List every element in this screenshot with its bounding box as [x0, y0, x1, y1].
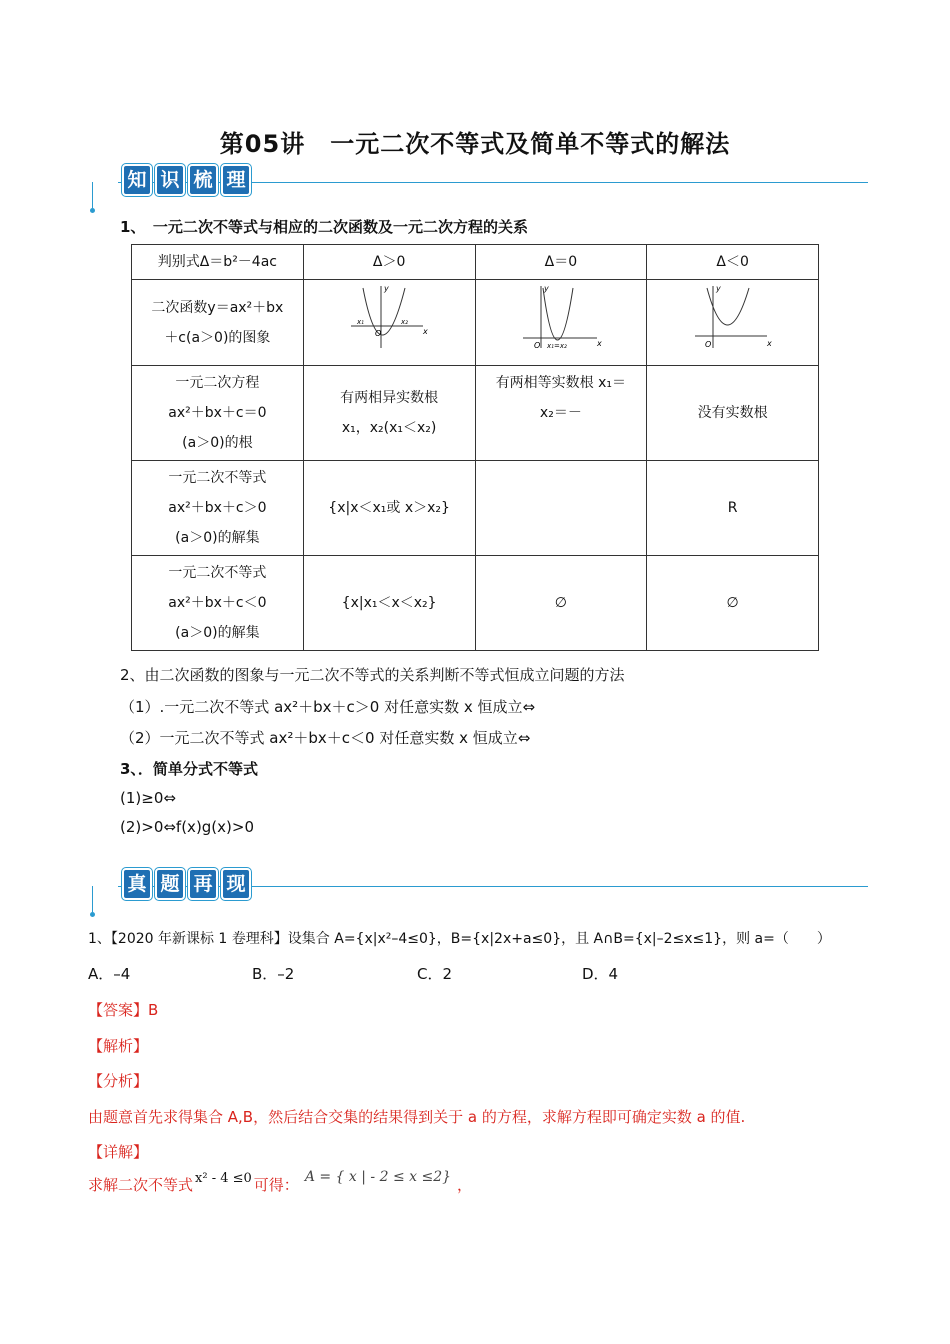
item3-p2: (2)>0⇔f(x)g(x)>0 — [120, 818, 255, 836]
fenxi-label: 【分析】 — [88, 1072, 149, 1090]
cell-line: (a＞0)的解集 — [175, 625, 260, 641]
section-badge — [114, 868, 259, 900]
option-d: D．4 — [582, 965, 619, 983]
badge-char: 梳 — [188, 164, 218, 196]
table-cell — [475, 461, 647, 556]
table-cell — [132, 461, 304, 556]
section-vline — [92, 182, 93, 208]
cell-line: x₂＝－ — [539, 405, 582, 421]
graph-label-origin: O — [533, 341, 541, 350]
table-cell: {x|x＜x₁或 x＞x₂} — [303, 461, 475, 556]
section-header-exam — [88, 868, 868, 908]
item2-p1: （1）.一元二次不等式 ax²＋bx＋c＞0 对任意实数 x 恒成立⇔ — [120, 698, 536, 716]
cell-line: x₁，x₂(x₁＜x₂) — [341, 420, 437, 436]
cell-line: ax²＋bx＋c＝0 — [168, 405, 267, 421]
answer: 【答案】B — [88, 1001, 159, 1019]
table-cell — [475, 280, 647, 366]
table-cell — [132, 556, 304, 651]
formula-inequality: x² - 4 ≤0 — [195, 1171, 252, 1186]
graph-label-y: y — [715, 284, 721, 293]
graph-label-x: x — [766, 339, 772, 348]
badge-char: 现 — [221, 868, 251, 900]
badge-char: 知 — [122, 164, 152, 196]
cell-line: 一元二次不等式 — [168, 565, 267, 581]
graph-label-x1eqx2: x₁=x₂ — [546, 342, 567, 350]
last-line-suffix: ， — [457, 1176, 473, 1194]
last-line-middle: 可得： — [253, 1176, 299, 1194]
table-cell: ∅ — [647, 556, 819, 651]
graph-two-roots — [349, 282, 429, 352]
table-cell: 判别式Δ＝b²－4ac — [132, 245, 304, 280]
table-row — [132, 461, 819, 556]
cell-line: (a＞0)的解集 — [175, 530, 260, 546]
table-row — [132, 280, 819, 366]
table-cell: Δ＝0 — [475, 245, 647, 280]
graph-label-x2: x₂ — [401, 318, 409, 326]
graph-label-x1: x₁ — [357, 318, 365, 326]
cell-line: (a＞0)的根 — [182, 435, 253, 451]
cell-line: 有两相等实数根 x₁＝ — [495, 375, 627, 391]
question-stem: 1、【2020 年新课标 1 卷理科】设集合 A={x|x²–4≤0}，B={x|2x+a≤0}，且 A∩B={x|–2≤x≤1}，则 a=（ ） — [88, 931, 831, 947]
section-header-knowledge — [88, 164, 868, 204]
table-row — [132, 556, 819, 651]
option-a: A．–4 — [88, 965, 131, 983]
fenxi-text: 由题意首先求得集合 A,B，然后结合交集的结果得到关于 a 的方程，求解方程即可确定实数 a 的值. — [88, 1108, 746, 1126]
last-line-prefix: 求解二次不等式 — [88, 1176, 194, 1194]
badge-char: 识 — [155, 164, 185, 196]
cell-line: 二次函数y＝ax²＋bx — [151, 299, 284, 316]
table-cell: Δ＞0 — [303, 245, 475, 280]
cell-line: 一元二次方程 — [175, 375, 260, 391]
relation-table — [131, 244, 819, 651]
section-dot — [90, 912, 95, 917]
graph-label-y: y — [543, 284, 549, 293]
item3-heading: 3、．简单分式不等式 — [120, 760, 258, 778]
item1-heading: 1、 一元二次不等式与相应的二次函数及一元二次方程的关系 — [120, 218, 528, 236]
cell-line: ax²＋bx＋c＞0 — [168, 500, 267, 516]
page-title: 第05讲 一元二次不等式及简单不等式的解法 — [219, 130, 731, 158]
table-cell: 没有实数根 — [647, 366, 819, 461]
badge-char: 再 — [188, 868, 218, 900]
item3-p1: (1)≥0⇔ — [120, 789, 176, 807]
item2-p2: （2）一元二次不等式 ax²＋bx＋c＜0 对任意实数 x 恒成立⇔ — [120, 729, 531, 747]
graph-label-x: x — [423, 327, 428, 336]
graph-label-origin: O — [704, 340, 711, 349]
table-cell: {x|x₁＜x＜x₂} — [303, 556, 475, 651]
formula-set-a: A = { x | - 2 ≤ x ≤2} — [304, 1168, 452, 1185]
table-cell — [303, 366, 475, 461]
table-cell: Δ＜0 — [647, 245, 819, 280]
cell-line: 有两相异实数根 — [340, 390, 439, 406]
cell-line: 一元二次不等式 — [168, 470, 267, 486]
table-cell — [647, 280, 819, 366]
graph-no-root — [691, 282, 775, 352]
table-cell: R — [647, 461, 819, 556]
xiangjie-label: 【详解】 — [88, 1143, 149, 1161]
badge-char: 题 — [155, 868, 185, 900]
option-c: C．2 — [417, 965, 453, 983]
jiexi-label: 【解析】 — [88, 1037, 149, 1055]
table-cell — [132, 366, 304, 461]
graph-label-x: x — [596, 339, 602, 348]
graph-label-y: y — [384, 284, 389, 293]
section-dot — [90, 208, 95, 213]
cell-line: ax²＋bx＋c＜0 — [168, 595, 267, 611]
table-cell — [303, 280, 475, 366]
badge-char: 真 — [122, 868, 152, 900]
section-badge — [114, 164, 259, 196]
badge-char: 理 — [221, 164, 251, 196]
table-cell — [475, 366, 647, 461]
option-b: B．–2 — [252, 965, 295, 983]
table-cell: ∅ — [475, 556, 647, 651]
table-row — [132, 366, 819, 461]
table-row — [132, 245, 819, 280]
section-vline — [92, 886, 93, 912]
item2-heading: 2、由二次函数的图象与一元二次不等式的关系判断不等式恒成立问题的方法 — [120, 666, 625, 684]
table-cell — [132, 280, 304, 366]
graph-label-origin: O — [375, 329, 382, 338]
cell-line: ＋c(a＞0)的图象 — [164, 329, 271, 346]
last-line — [88, 1168, 473, 1195]
graph-one-root — [519, 282, 603, 352]
